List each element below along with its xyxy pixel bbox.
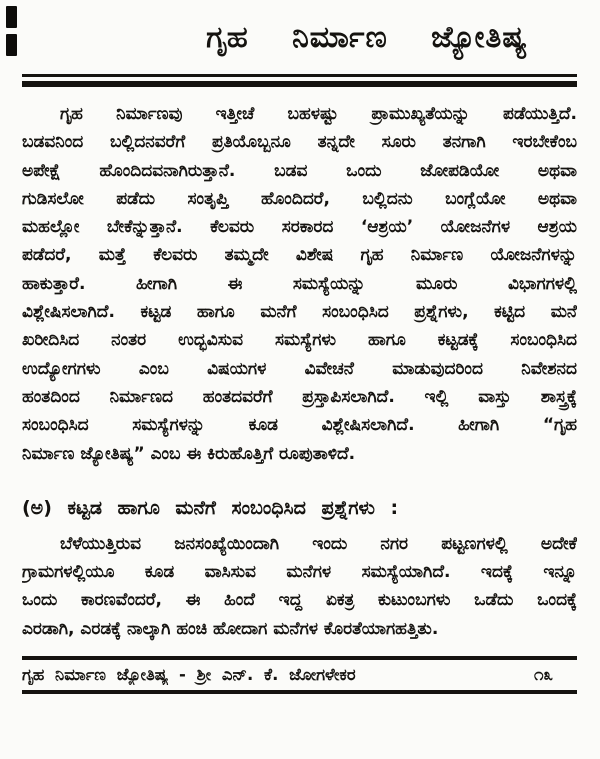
footer-book-credit: ಗೃಹ ನಿರ್ಮಾಣ ಜ್ಯೋತಿಷ್ಯ - ಶ್ರೀ ಎನ್. ಕೆ. ಜೋಗಳೇಕರ [22,665,356,685]
text-line: ವಿಶ್ಲೇಷಿಸಲಾಗಿದೆ. ಕಟ್ಟಡ ಹಾಗೂ ಮನೆಗೆ ಸಂಬಂಧಿಸಿದ ಪ್ರಶ್ನೆಗಳು, ಕಟ್ಟಿದ ಮನೆ [22,302,577,323]
page-footer [22,656,577,694]
text-line: ಹಾಕುತ್ತಾರೆ. ಹೀಗಾಗಿ ಈ ಸಮಸ್ಯೆಯನ್ನು ಮೂರು ವಿಭಾಗಗಳಲ್ಲಿ [22,273,577,294]
scan-artifact [6,6,17,28]
text-line: ಉದ್ಯೋಗಗಳು ಎಂಬ ವಿಷಯಗಳ ವಿವೇಚನೆ ಮಾಡುವುದರಿಂದ ನಿವೇಶನದ [22,358,577,379]
text-line: ಎರಡಾಗಿ, ಎರಡಕ್ಕೆ ನಾಲ್ಕಾಗಿ ಹಂಚಿ ಹೋದಾಗ ಮನೆಗಳ ಕೊರತೆಯಾಗಹತ್ತಿತು. [22,618,439,639]
footer-divider-bottom [22,690,577,694]
text-line: ಖರೀದಿಸಿದ ನಂತರ ಉದ್ಭವಿಸುವ ಸಮಸ್ಯೆಗಳು ಹಾಗೂ ಕಟ್ಟಡಕ್ಕೆ ಸಂಬಂಧಿಸಿದ [22,330,577,351]
title-divider [22,74,577,88]
section-heading: (ಅ) ಕಟ್ಟಡ ಹಾಗೂ ಮನೆಗೆ ಸಂಬಂಧಿಸಿದ ಪ್ರಶ್ನೆಗಳು : [22,496,399,519]
body-paragraph-2 [22,530,577,643]
text-line: ಬೆಳೆಯುತ್ತಿರುವ ಜನಸಂಖ್ಯೆಯಿಂದಾಗಿ ಇಂದು ನಗರ ಪಟ್ಟಣಗಳಲ್ಲಿ ಅದೇಕೆ [60,533,577,554]
text-line: ಗೃಹ ನಿರ್ಮಾಣವು ಇತ್ತೀಚೆ ಬಹಳಷ್ಟು ಪ್ರಾಮುಖ್ಯತೆಯನ್ನು ಪಡೆಯುತ್ತಿದೆ. [60,104,577,124]
body-paragraph-1 [22,100,577,468]
text-line: ಹಂತದಿಂದ ನಿರ್ಮಾಣದ ಹಂತದವರೆಗೆ ಪ್ರಸ್ತಾಪಿಸಲಾಗಿದೆ. ಇಲ್ಲಿ ವಾಸ್ತು ಶಾಸ್ತ್ರಕ್ಕೆ [22,386,577,407]
text-line: ಗ್ರಾಮಗಳಲ್ಲಿಯೂ ಕೂಡ ವಾಸಿಸುವ ಮನೆಗಳ ಸಮಸ್ಯೆಯಾಗಿದೆ. ಇದಕ್ಕೆ ಇನ್ನೂ [22,562,577,583]
text-line: ಮಹಲ್ಲೋ ಬೇಕೆನ್ನುತ್ತಾನೆ. ಕೆಲವರು ಸರಕಾರದ ‘ಆಶ್ರಯ’ ಯೋಜನೆಗಳ ಆಶ್ರಯ [22,217,577,238]
text-line: ಪಡೆದರೆ, ಮತ್ತೆ ಕೆಲವರು ತಮ್ಮದೇ ವಿಶೇಷ ಗೃಹ ನಿರ್ಮಾಣ ಯೋಜನೆಗಳನ್ನು [22,245,577,266]
page-number: ೧೩ [533,665,553,686]
text-line: ಅಪೇಕ್ಷೆ ಹೊಂದಿದವನಾಗಿರುತ್ತಾನೆ. ಬಡವ ಒಂದು ಜೋಪಡಿಯೋ ಅಥವಾ [22,160,577,181]
text-line: ಬಡವನಿಂದ ಬಲ್ಲಿದನವರೆಗೆ ಪ್ರತಿಯೊಬ್ಬನೂ ತನ್ನದೇ ಸೂರು ತನಗಾಗಿ ಇರಬೇಕೆಂಬ [22,132,577,153]
text-line: ಸಂಬಂಧಿಸಿದ ಸಮಸ್ಯೆಗಳನ್ನು ಕೂಡ ವಿಶ್ಲೇಷಿಸಲಾಗಿದೆ. ಹೀಗಾಗಿ “ಗೃಹ [22,415,577,436]
page-title: ಗೃಹ ನಿರ್ಮಾಣ ಜ್ಯೋತಿಷ್ಯ [206,20,528,55]
text-line: ಗುಡಿಸಲೋ ಪಡೆದು ಸಂತೃಪ್ತಿ ಹೊಂದಿದರೆ, ಬಲ್ಲಿದನು ಬಂಗ್ಲೆಯೋ ಅಥವಾ [22,188,577,209]
text-line: ಒಂದು ಕಾರಣವೆಂದರೆ, ಈ ಹಿಂದೆ ಇದ್ದ ಏಕತ್ರ ಕುಟುಂಬಗಳು ಒಡೆದು ಒಂದಕ್ಕೆ [22,590,577,611]
scan-artifact [6,34,17,56]
text-line: ನಿರ್ಮಾಣ ಜ್ಯೋತಿಷ್ಯ” ಎಂಬ ಈ ಕಿರುಹೊತ್ತಿಗೆ ರೂಪುತಾಳಿದೆ. [22,443,356,464]
